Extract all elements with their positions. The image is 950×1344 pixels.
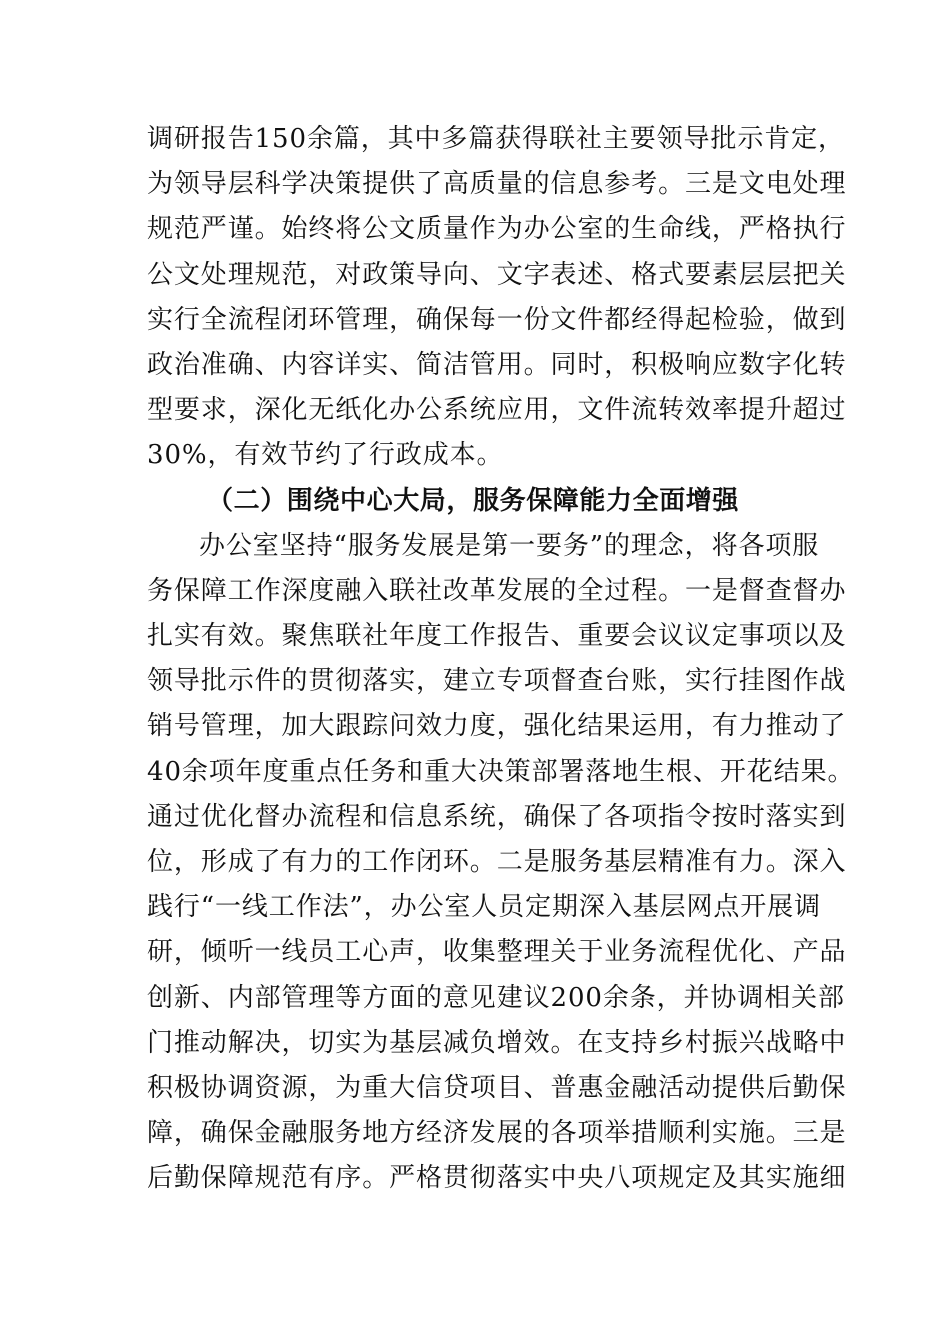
section-heading: （二）围绕中心大局，服务保障能力全面增强 [207, 485, 740, 516]
paragraph-line: 位，形成了有力的工作闭环。二是服务基层精准有力。深入 [147, 847, 847, 877]
paragraph-line: 30%，有效节约了行政成本。 [147, 440, 504, 471]
paragraph-line: 务保障工作深度融入联社改革发展的全过程。一是督查督办 [147, 575, 847, 606]
paragraph-line: 规范严谨。始终将公文质量作为办公室的生命线，严格执行 [147, 214, 847, 245]
paragraph-line: 障，确保金融服务地方经济发展的各项举措顺利实施。三是 [147, 1118, 847, 1149]
paragraph-line: 销号管理，加大跟踪问效力度，强化结果运用，有力推动了 [147, 711, 847, 742]
paragraph-line: 型要求，深化无纸化办公系统应用，文件流转效率提升超过 [147, 395, 847, 426]
paragraph-line: 创新、内部管理等方面的意见建议200余条，并协调相关部 [147, 982, 845, 1013]
paragraph-line: 领导批示件的贯彻落实，建立专项督查台账，实行挂图作战 [147, 666, 847, 697]
paragraph-line: 通过优化督办流程和信息系统，确保了各项指令按时落实到 [147, 801, 847, 832]
paragraph-line: 后勤保障规范有序。严格贯彻落实中央八项规定及其实施细 [147, 1163, 847, 1194]
paragraph-line: 积极协调资源，为重大信贷项目、普惠金融活动提供后勤保 [147, 1072, 847, 1103]
paragraph-line: 办公室坚持“服务发展是第一要务”的理念，将各项服 [199, 530, 820, 561]
paragraph-line: 扎实有效。聚焦联社年度工作报告、重要会议议定事项以及 [147, 621, 847, 652]
paragraph-line: 40余项年度重点任务和重大决策部署落地生根、开花结果。 [147, 756, 855, 787]
paragraph-line: 政治准确、内容详实、简洁管用。同时，积极响应数字化转 [147, 349, 847, 380]
paragraph-line: 践行“一线工作法”，办公室人员定期深入基层网点开展调 [147, 892, 821, 923]
paragraph-line: 门推动解决，切实为基层减负增效。在支持乡村振兴战略中 [147, 1027, 847, 1058]
paragraph-line: 研，倾听一线员工心声，收集整理关于业务流程优化、产品 [147, 937, 847, 968]
paragraph-line: 为领导层科学决策提供了高质量的信息参考。三是文电处理 [147, 169, 847, 200]
paragraph-line: 调研报告150余篇，其中多篇获得联社主要领导批示肯定， [147, 124, 845, 154]
body-text [147, 117, 855, 1202]
paragraph-line: 实行全流程闭环管理，确保每一份文件都经得起检验，做到 [147, 304, 847, 335]
paragraph-line: 公文处理规范，对政策导向、文字表述、格式要素层层把关 [147, 259, 847, 290]
